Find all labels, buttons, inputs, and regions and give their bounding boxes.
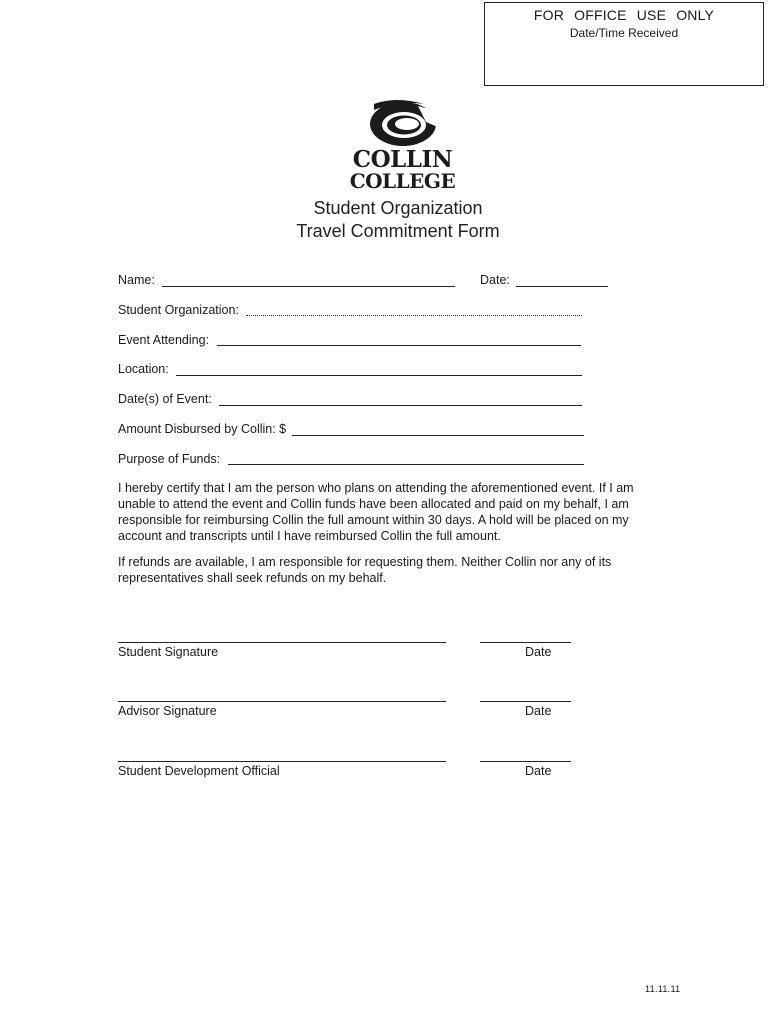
office-use-box bbox=[484, 2, 764, 86]
date-field[interactable] bbox=[516, 286, 608, 287]
amount-disbursed-field[interactable] bbox=[292, 435, 584, 436]
purpose-of-funds-field[interactable] bbox=[228, 464, 584, 465]
date-label: Date: bbox=[480, 273, 510, 287]
location-label: Location: bbox=[118, 362, 169, 376]
advisor-signature-date-label: Date bbox=[525, 704, 552, 718]
student-signature-line[interactable] bbox=[118, 642, 446, 643]
official-signature-line[interactable] bbox=[118, 761, 446, 762]
dates-of-event-label: Date(s) of Event: bbox=[118, 392, 212, 406]
amount-disbursed-label: Amount Disbursed by Collin: $ bbox=[118, 422, 287, 436]
form-title-line-2: Travel Commitment Form bbox=[296, 221, 500, 241]
form-title-line-1: Student Organization bbox=[313, 198, 483, 218]
event-attending-label: Event Attending: bbox=[118, 333, 210, 347]
refunds-paragraph: If refunds are available, I am responsible for requesting them. Neither Collin nor any of its representatives shall seek refunds on my behalf. bbox=[118, 555, 612, 585]
advisor-signature-line[interactable] bbox=[118, 701, 446, 702]
logo-text-collin: COLLIN bbox=[352, 146, 453, 173]
student-signature-date-label: Date bbox=[525, 645, 552, 659]
student-organization-label: Student Organization: bbox=[118, 303, 239, 317]
location-field[interactable] bbox=[176, 375, 582, 376]
event-attending-field[interactable] bbox=[217, 345, 581, 346]
purpose-of-funds-label: Purpose of Funds: bbox=[118, 452, 221, 466]
office-use-title: FOR OFFICE USE ONLY bbox=[533, 7, 715, 23]
dates-of-event-field[interactable] bbox=[219, 405, 582, 406]
name-label: Name: bbox=[118, 273, 155, 287]
collin-swoosh-logo-icon bbox=[366, 98, 440, 148]
date-time-received-label: Date/Time Received bbox=[569, 26, 679, 40]
official-signature-label: Student Development Official bbox=[118, 764, 280, 778]
official-signature-date-line[interactable] bbox=[480, 761, 571, 762]
name-field[interactable] bbox=[162, 286, 455, 287]
advisor-signature-label: Advisor Signature bbox=[118, 704, 217, 718]
student-signature-label: Student Signature bbox=[118, 645, 219, 659]
student-signature-date-line[interactable] bbox=[480, 642, 571, 643]
logo-text-college: COLLEGE bbox=[349, 169, 456, 193]
official-signature-date-label: Date bbox=[525, 764, 552, 778]
form-revision-code: 11.11.11 bbox=[645, 984, 681, 994]
advisor-signature-date-line[interactable] bbox=[480, 701, 571, 702]
student-organization-field[interactable] bbox=[246, 315, 582, 316]
certification-paragraph: I hereby certify that I am the person who plans on attending the aforementioned event. If I am unable to attend the event and Collin funds have been allocated and paid on my behalf, I am responsible for reimbursing Collin the full amount within 30 days. A hold will be placed on my account and transcripts until I have reimbursed Collin the full amount. bbox=[118, 481, 634, 543]
